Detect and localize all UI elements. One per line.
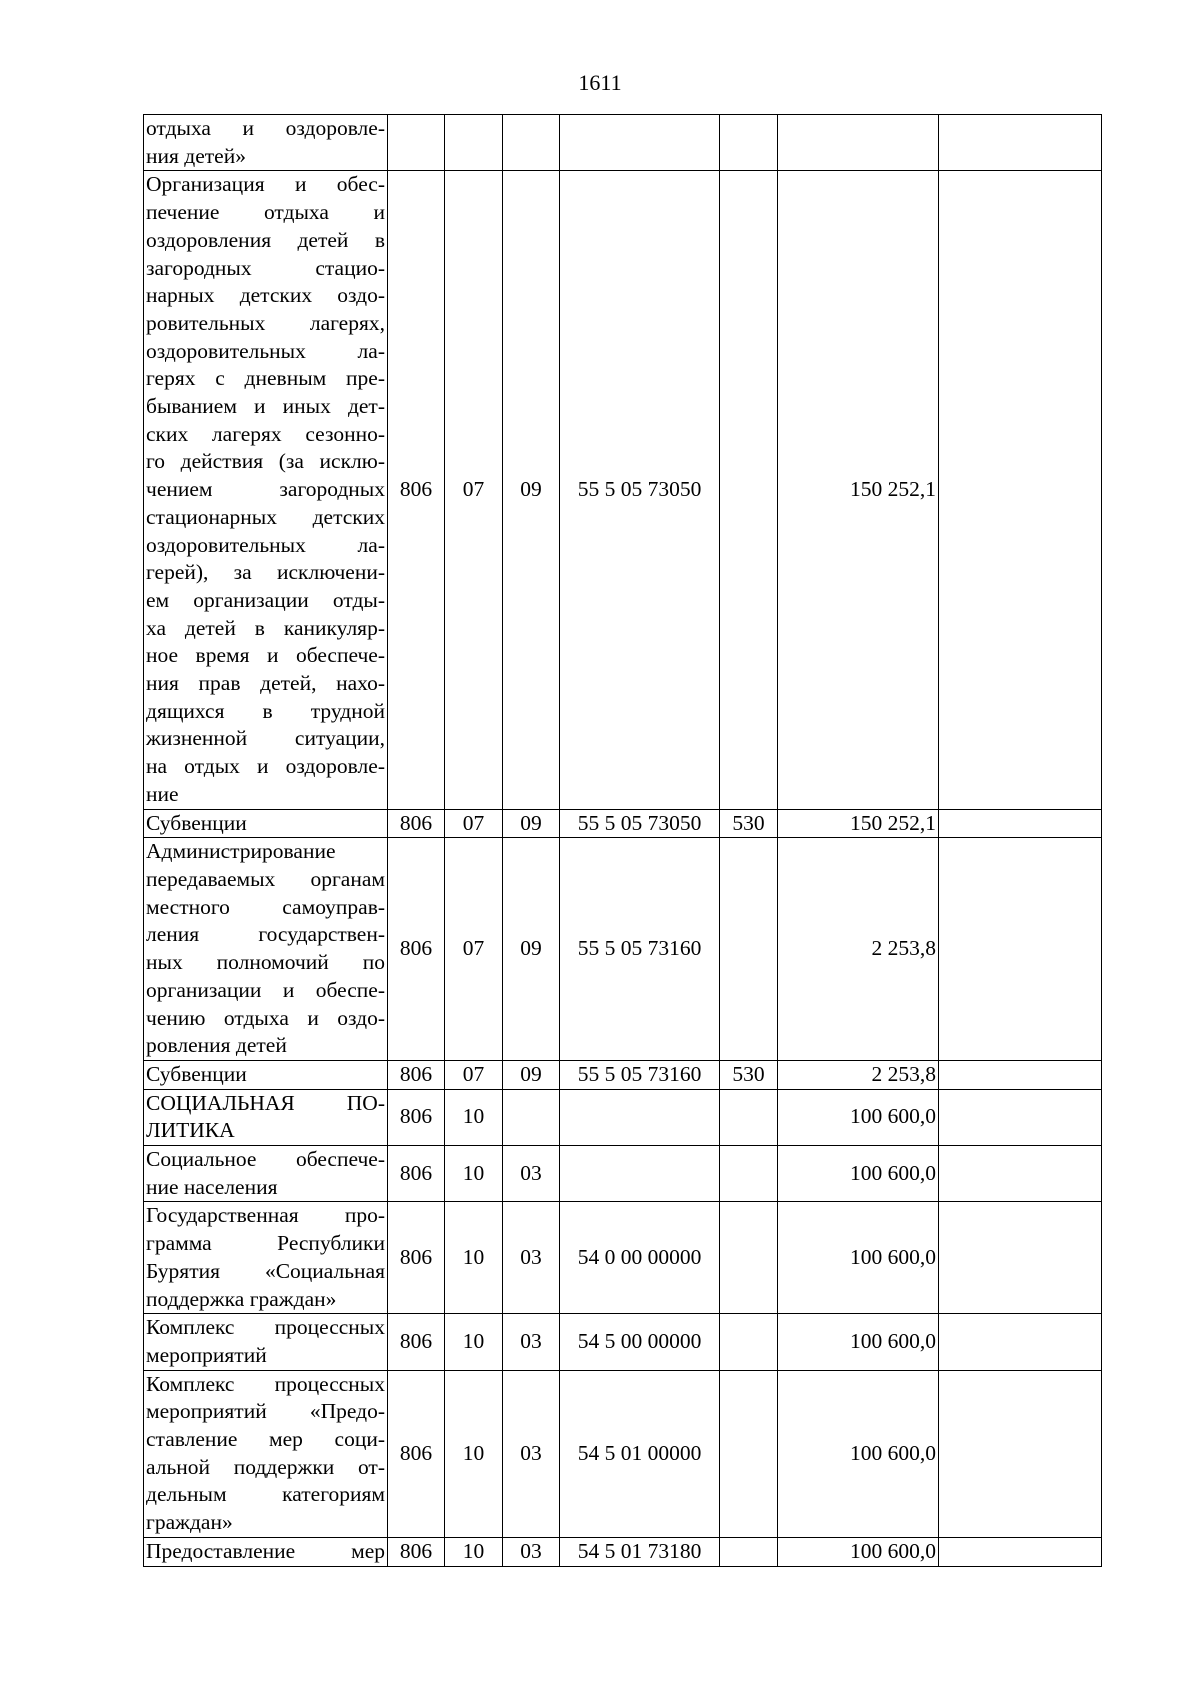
cell-rz: 07 (445, 838, 503, 1061)
row-name (144, 171, 388, 809)
row-name-line: альной поддержки от- (146, 1454, 385, 1479)
row-name-line: дельным категориям (146, 1482, 385, 1507)
cell-sum: 2 253,8 (778, 1060, 939, 1089)
cell-extra (939, 838, 1102, 1061)
table-row (144, 1537, 1102, 1566)
budget-table-body (144, 115, 1102, 1567)
table-row (144, 1370, 1102, 1537)
row-name-line: герей), за исключени- (146, 560, 385, 585)
table-row (144, 809, 1102, 838)
row-name-line: Администрирование (146, 839, 336, 864)
cell-vr (720, 171, 778, 809)
cell-pr: 03 (503, 1370, 560, 1537)
cell-csr: 55 5 05 73050 (560, 809, 720, 838)
cell-gr (388, 115, 445, 171)
cell-sum: 100 600,0 (778, 1089, 939, 1145)
cell-extra (939, 1370, 1102, 1537)
cell-extra (939, 115, 1102, 171)
cell-csr: 54 5 00 00000 (560, 1314, 720, 1370)
row-name-line: ния детей» (146, 143, 246, 168)
cell-sum: 150 252,1 (778, 809, 939, 838)
row-name-line: Комплекс процессных (146, 1315, 385, 1340)
row-name-line: ние (146, 781, 179, 806)
row-name-line: Комплекс процессных (146, 1371, 385, 1396)
cell-csr: 55 5 05 73160 (560, 1060, 720, 1089)
row-name-line: ских лагерях сезонно- (146, 421, 385, 446)
row-name-line: Субвенции (146, 1061, 247, 1086)
row-name (144, 1089, 388, 1145)
cell-pr: 03 (503, 1314, 560, 1370)
row-name-line: оздоровления детей в (146, 227, 385, 252)
row-name-line: дящихся в трудной (146, 698, 385, 723)
cell-gr: 806 (388, 809, 445, 838)
cell-gr: 806 (388, 1314, 445, 1370)
row-name-line: быванием и иных дет- (146, 394, 385, 419)
row-name (144, 1202, 388, 1314)
cell-rz: 10 (445, 1314, 503, 1370)
row-name (144, 1314, 388, 1370)
row-name-line: мероприятий (146, 1342, 267, 1367)
cell-vr: 530 (720, 809, 778, 838)
cell-extra (939, 171, 1102, 809)
cell-sum: 100 600,0 (778, 1370, 939, 1537)
cell-pr (503, 115, 560, 171)
cell-vr (720, 1314, 778, 1370)
cell-csr (560, 1146, 720, 1202)
row-name-line: оздоровительных ла- (146, 338, 385, 363)
cell-rz: 10 (445, 1537, 503, 1566)
row-name-line: загородных стацио- (146, 255, 385, 280)
table-row (144, 1202, 1102, 1314)
row-name-line: Социальное обеспече- (146, 1147, 385, 1172)
row-name-line: поддержка граждан» (146, 1286, 337, 1311)
cell-gr: 806 (388, 1089, 445, 1145)
row-name (144, 838, 388, 1061)
cell-sum: 150 252,1 (778, 171, 939, 809)
row-name-line: ных полномочий по (146, 950, 385, 975)
row-name-line: ровления детей (146, 1033, 287, 1058)
row-name-line: Государственная про- (146, 1203, 385, 1228)
row-name-line: оздоровительных ла- (146, 532, 385, 557)
table-row (144, 1060, 1102, 1089)
row-name-line: герях с дневным пре- (146, 366, 385, 391)
cell-vr (720, 838, 778, 1061)
cell-rz (445, 115, 503, 171)
cell-sum: 100 600,0 (778, 1314, 939, 1370)
table-row (144, 838, 1102, 1061)
row-name-line: го действия (за исклю- (146, 449, 385, 474)
cell-vr: 530 (720, 1060, 778, 1089)
cell-csr: 54 0 00 00000 (560, 1202, 720, 1314)
cell-pr: 03 (503, 1537, 560, 1566)
cell-gr: 806 (388, 1146, 445, 1202)
row-name (144, 115, 388, 171)
row-name-line: ЛИТИКА (146, 1118, 235, 1143)
cell-extra (939, 1537, 1102, 1566)
row-name-line: местного самоуправ- (146, 894, 385, 919)
row-name-line: ное время и обеспече- (146, 643, 385, 668)
cell-vr (720, 1202, 778, 1314)
row-name-line: передаваемых органам (146, 866, 385, 891)
row-name-line: Субвенции (146, 810, 247, 835)
cell-pr: 09 (503, 1060, 560, 1089)
row-name-line: жизненной ситуации, (146, 726, 385, 751)
row-name-line: Бурятия «Социальная (146, 1258, 385, 1283)
budget-table (143, 114, 1102, 1567)
cell-pr: 03 (503, 1146, 560, 1202)
cell-csr: 55 5 05 73050 (560, 171, 720, 809)
row-name-line: отдыха и оздоровле- (146, 116, 385, 140)
cell-vr (720, 1370, 778, 1537)
cell-gr: 806 (388, 1370, 445, 1537)
row-name-line: ставление мер соци- (146, 1427, 385, 1452)
cell-pr: 09 (503, 171, 560, 809)
row-name-line: нарных детских оздо- (146, 283, 385, 308)
cell-sum: 100 600,0 (778, 1537, 939, 1566)
table-row (144, 1089, 1102, 1145)
cell-sum: 2 253,8 (778, 838, 939, 1061)
row-name-line: ления государствен- (146, 922, 385, 947)
cell-extra (939, 1314, 1102, 1370)
cell-extra (939, 1146, 1102, 1202)
cell-vr (720, 1146, 778, 1202)
cell-sum: 100 600,0 (778, 1202, 939, 1314)
row-name-line: чению отдыха и оздо- (146, 1005, 385, 1030)
row-name-line: на отдых и оздоровле- (146, 754, 385, 779)
cell-rz: 07 (445, 171, 503, 809)
cell-rz: 07 (445, 1060, 503, 1089)
table-row (144, 171, 1102, 809)
cell-vr (720, 115, 778, 171)
cell-pr: 09 (503, 809, 560, 838)
cell-csr (560, 1089, 720, 1145)
row-name (144, 809, 388, 838)
row-name-line: грамма Республики (146, 1231, 385, 1256)
cell-pr: 03 (503, 1202, 560, 1314)
row-name-line: организации и обеспе- (146, 977, 385, 1002)
row-name-line: ние населения (146, 1174, 278, 1199)
cell-pr (503, 1089, 560, 1145)
cell-rz: 07 (445, 809, 503, 838)
row-name-line: СОЦИАЛЬНАЯ ПО- (146, 1090, 385, 1115)
row-name-line: ха детей в каникуляр- (146, 615, 385, 640)
row-name-line: ем организации отды- (146, 587, 385, 612)
cell-extra (939, 1089, 1102, 1145)
row-name-line: Организация и обес- (146, 172, 385, 197)
row-name-line: граждан» (146, 1510, 233, 1535)
row-name (144, 1370, 388, 1537)
row-name (144, 1060, 388, 1089)
cell-gr: 806 (388, 1060, 445, 1089)
table-row (144, 115, 1102, 171)
cell-gr: 806 (388, 1202, 445, 1314)
row-name (144, 1146, 388, 1202)
table-row (144, 1146, 1102, 1202)
cell-gr: 806 (388, 171, 445, 809)
row-name-line: стационарных детских (146, 504, 385, 529)
cell-extra (939, 1060, 1102, 1089)
row-name-line: ровительных лагерях, (146, 310, 385, 335)
cell-sum (778, 115, 939, 171)
row-name (144, 1537, 388, 1566)
row-name-line: ния прав детей, нахо- (146, 671, 385, 696)
row-name-line: печение отдыха и (146, 200, 385, 225)
cell-extra (939, 809, 1102, 838)
cell-vr (720, 1537, 778, 1566)
cell-rz: 10 (445, 1202, 503, 1314)
cell-vr (720, 1089, 778, 1145)
cell-rz: 10 (445, 1370, 503, 1537)
cell-rz: 10 (445, 1146, 503, 1202)
cell-rz: 10 (445, 1089, 503, 1145)
cell-csr: 54 5 01 00000 (560, 1370, 720, 1537)
cell-gr: 806 (388, 1537, 445, 1566)
row-name-line: мероприятий «Предо- (146, 1399, 385, 1424)
table-row (144, 1314, 1102, 1370)
page-number: 1611 (578, 70, 622, 95)
cell-csr: 55 5 05 73160 (560, 838, 720, 1061)
cell-csr: 54 5 01 73180 (560, 1537, 720, 1566)
cell-pr: 09 (503, 838, 560, 1061)
cell-csr (560, 115, 720, 171)
cell-sum: 100 600,0 (778, 1146, 939, 1202)
cell-gr: 806 (388, 838, 445, 1061)
row-name-line: Предоставление мер (146, 1538, 385, 1563)
row-name-line: чением загородных (146, 477, 385, 502)
cell-extra (939, 1202, 1102, 1314)
